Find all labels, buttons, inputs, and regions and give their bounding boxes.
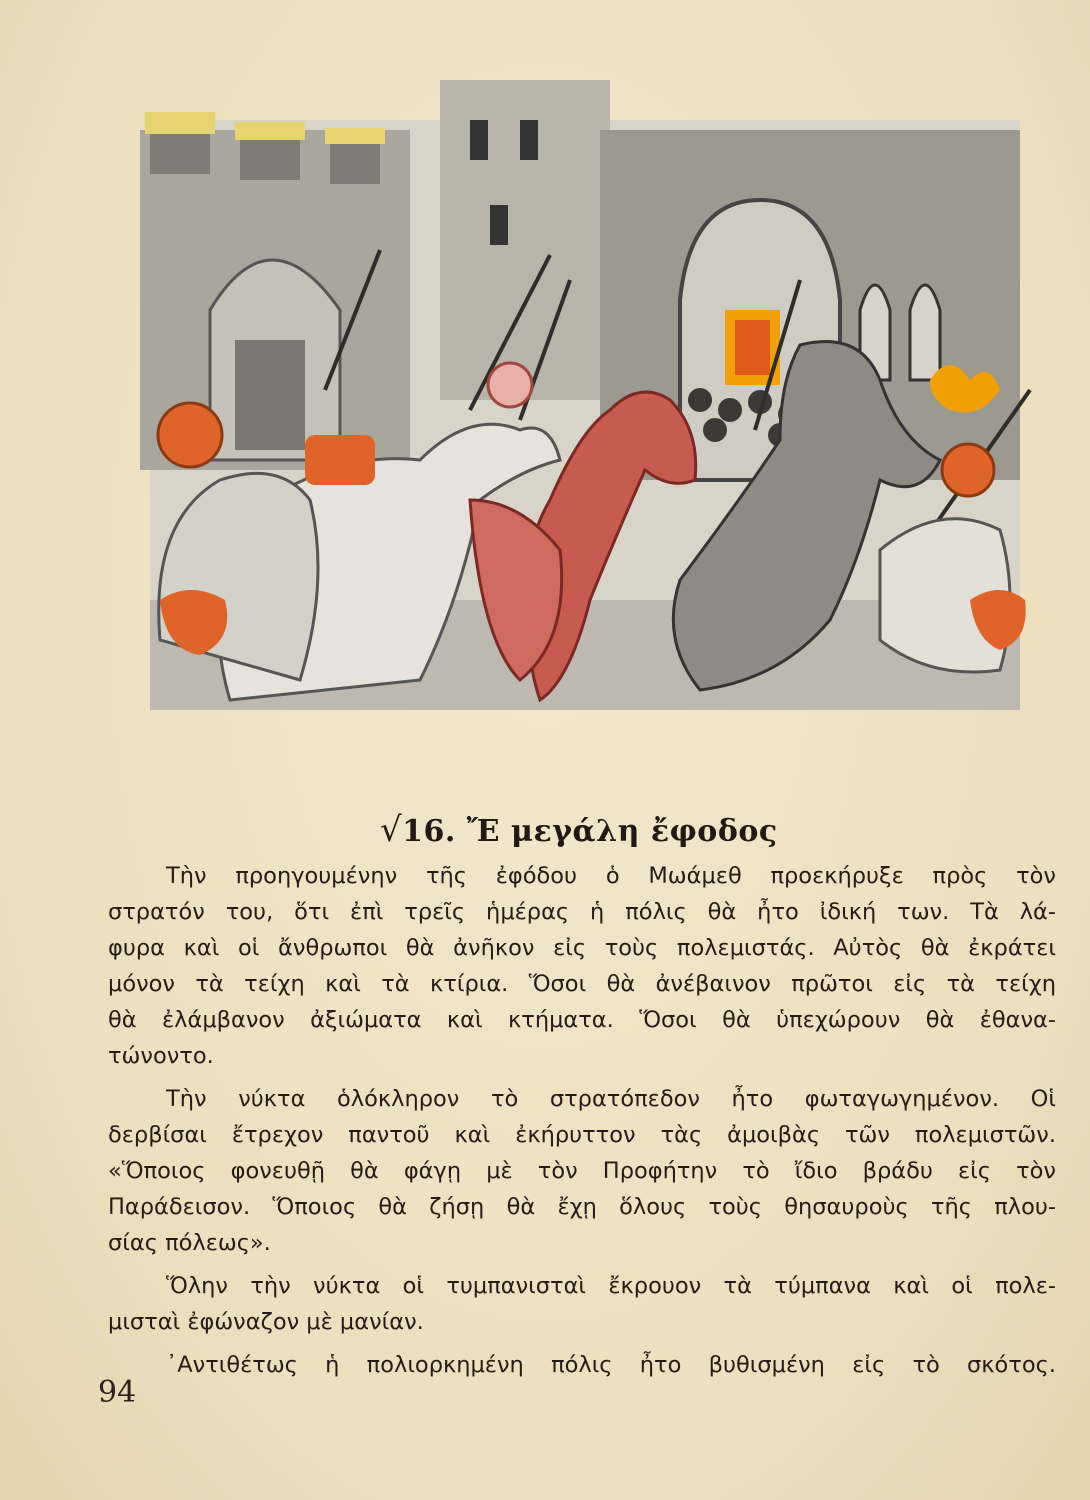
right-rider-helmet (942, 444, 994, 496)
illustration-svg (140, 80, 1040, 740)
paragraph-4 (108, 1347, 1056, 1383)
left-rider-helmet (158, 403, 222, 467)
fire-core (735, 320, 770, 375)
text-line: θὰ ἐλάμβανον ἀξιώματα καὶ κτήματα. Ὅσοι θὰ ὑπεχώρουν θὰ ἐθανα- (108, 1007, 1056, 1033)
wall-cap (235, 122, 305, 140)
gate-door (235, 340, 305, 450)
battlement (330, 144, 380, 184)
left-rider-arm (305, 435, 375, 485)
text-line: μισταὶ ἐφώναζον μὲ μανίαν. (108, 1309, 424, 1335)
tower-window (470, 120, 488, 160)
text-line: ᾿Αντιθέτως ἡ πολιορκημένη πόλις ἦτο βυθισμένη εἰς τὸ σκότος. (166, 1352, 1056, 1378)
paragraph-2 (108, 1081, 1056, 1261)
text-line: σίας πόλεως». (108, 1230, 271, 1256)
text-line: Τὴν προηγουμένην τῆς ἐφόδου ὁ Μωάμεθ προεκήρυξε πρὸς τὸν (166, 863, 1056, 889)
paragraph-3 (108, 1268, 1056, 1340)
tower-window (520, 120, 538, 160)
turban (488, 363, 532, 407)
text-line: «Ὅποιος φονευθῇ θὰ φάγῃ μὲ τὸν Προφήτην τὸ ἴδιο βράδυ εἰς τὸν (108, 1158, 1056, 1184)
text-line: Ὅλην τὴν νύκτα οἱ τυμπανισταὶ ἔκρουον τὰ τύμπανα καὶ οἱ πολε- (166, 1273, 1056, 1299)
wall-cap (145, 112, 215, 134)
page-number: 94 (98, 1375, 137, 1410)
text-line: φυρα καὶ οἱ ἄνθρωποι θὰ ἀνῆκον εἰς τοὺς πολεμιστάς. Αὐτὸς θὰ ἐκράτει (108, 935, 1056, 961)
text-line: Τὴν νύκτα ὁλόκληρον τὸ στρατόπεδον ἦτο φωταγωγημένον. Οἱ (166, 1086, 1056, 1112)
text-line: στρατόν του, ὅτι ἐπὶ τρεῖς ἡμέρας ἡ πόλις θὰ ἦτο ἰδική των. Τὰ λά- (108, 899, 1056, 925)
battle-illustration (140, 80, 1040, 740)
body-text (108, 858, 1056, 1390)
tower-window (490, 205, 508, 245)
text-line: δερβίσαι ἔτρεχον παντοῦ καὶ ἐκήρυττον τὰς ἀμοιβὰς τῶν πολεμιστῶν. (108, 1122, 1056, 1148)
small-arch (910, 285, 940, 380)
wall-cap (325, 128, 385, 144)
battlement (150, 134, 210, 174)
battlement (240, 140, 300, 180)
text-line: μόνον τὰ τείχη καὶ τὰ κτίρια. Ὅσοι θὰ ἀνέβαινον πρῶτοι εἰς τὰ τείχη (108, 971, 1056, 997)
text-line: Παράδεισον. Ὅποιος θὰ ζήσῃ θὰ ἔχῃ ὅλους τοὺς θησαυροὺς τῆς πλου- (108, 1194, 1056, 1220)
chapter-title (380, 810, 800, 850)
paragraph-1 (108, 858, 1056, 1074)
check-mark: √ (380, 810, 403, 850)
text-line: τώνοντο. (108, 1043, 214, 1069)
chapter-title-text: 16. Ἔ μεγάλη ἔφοδος (402, 814, 778, 849)
